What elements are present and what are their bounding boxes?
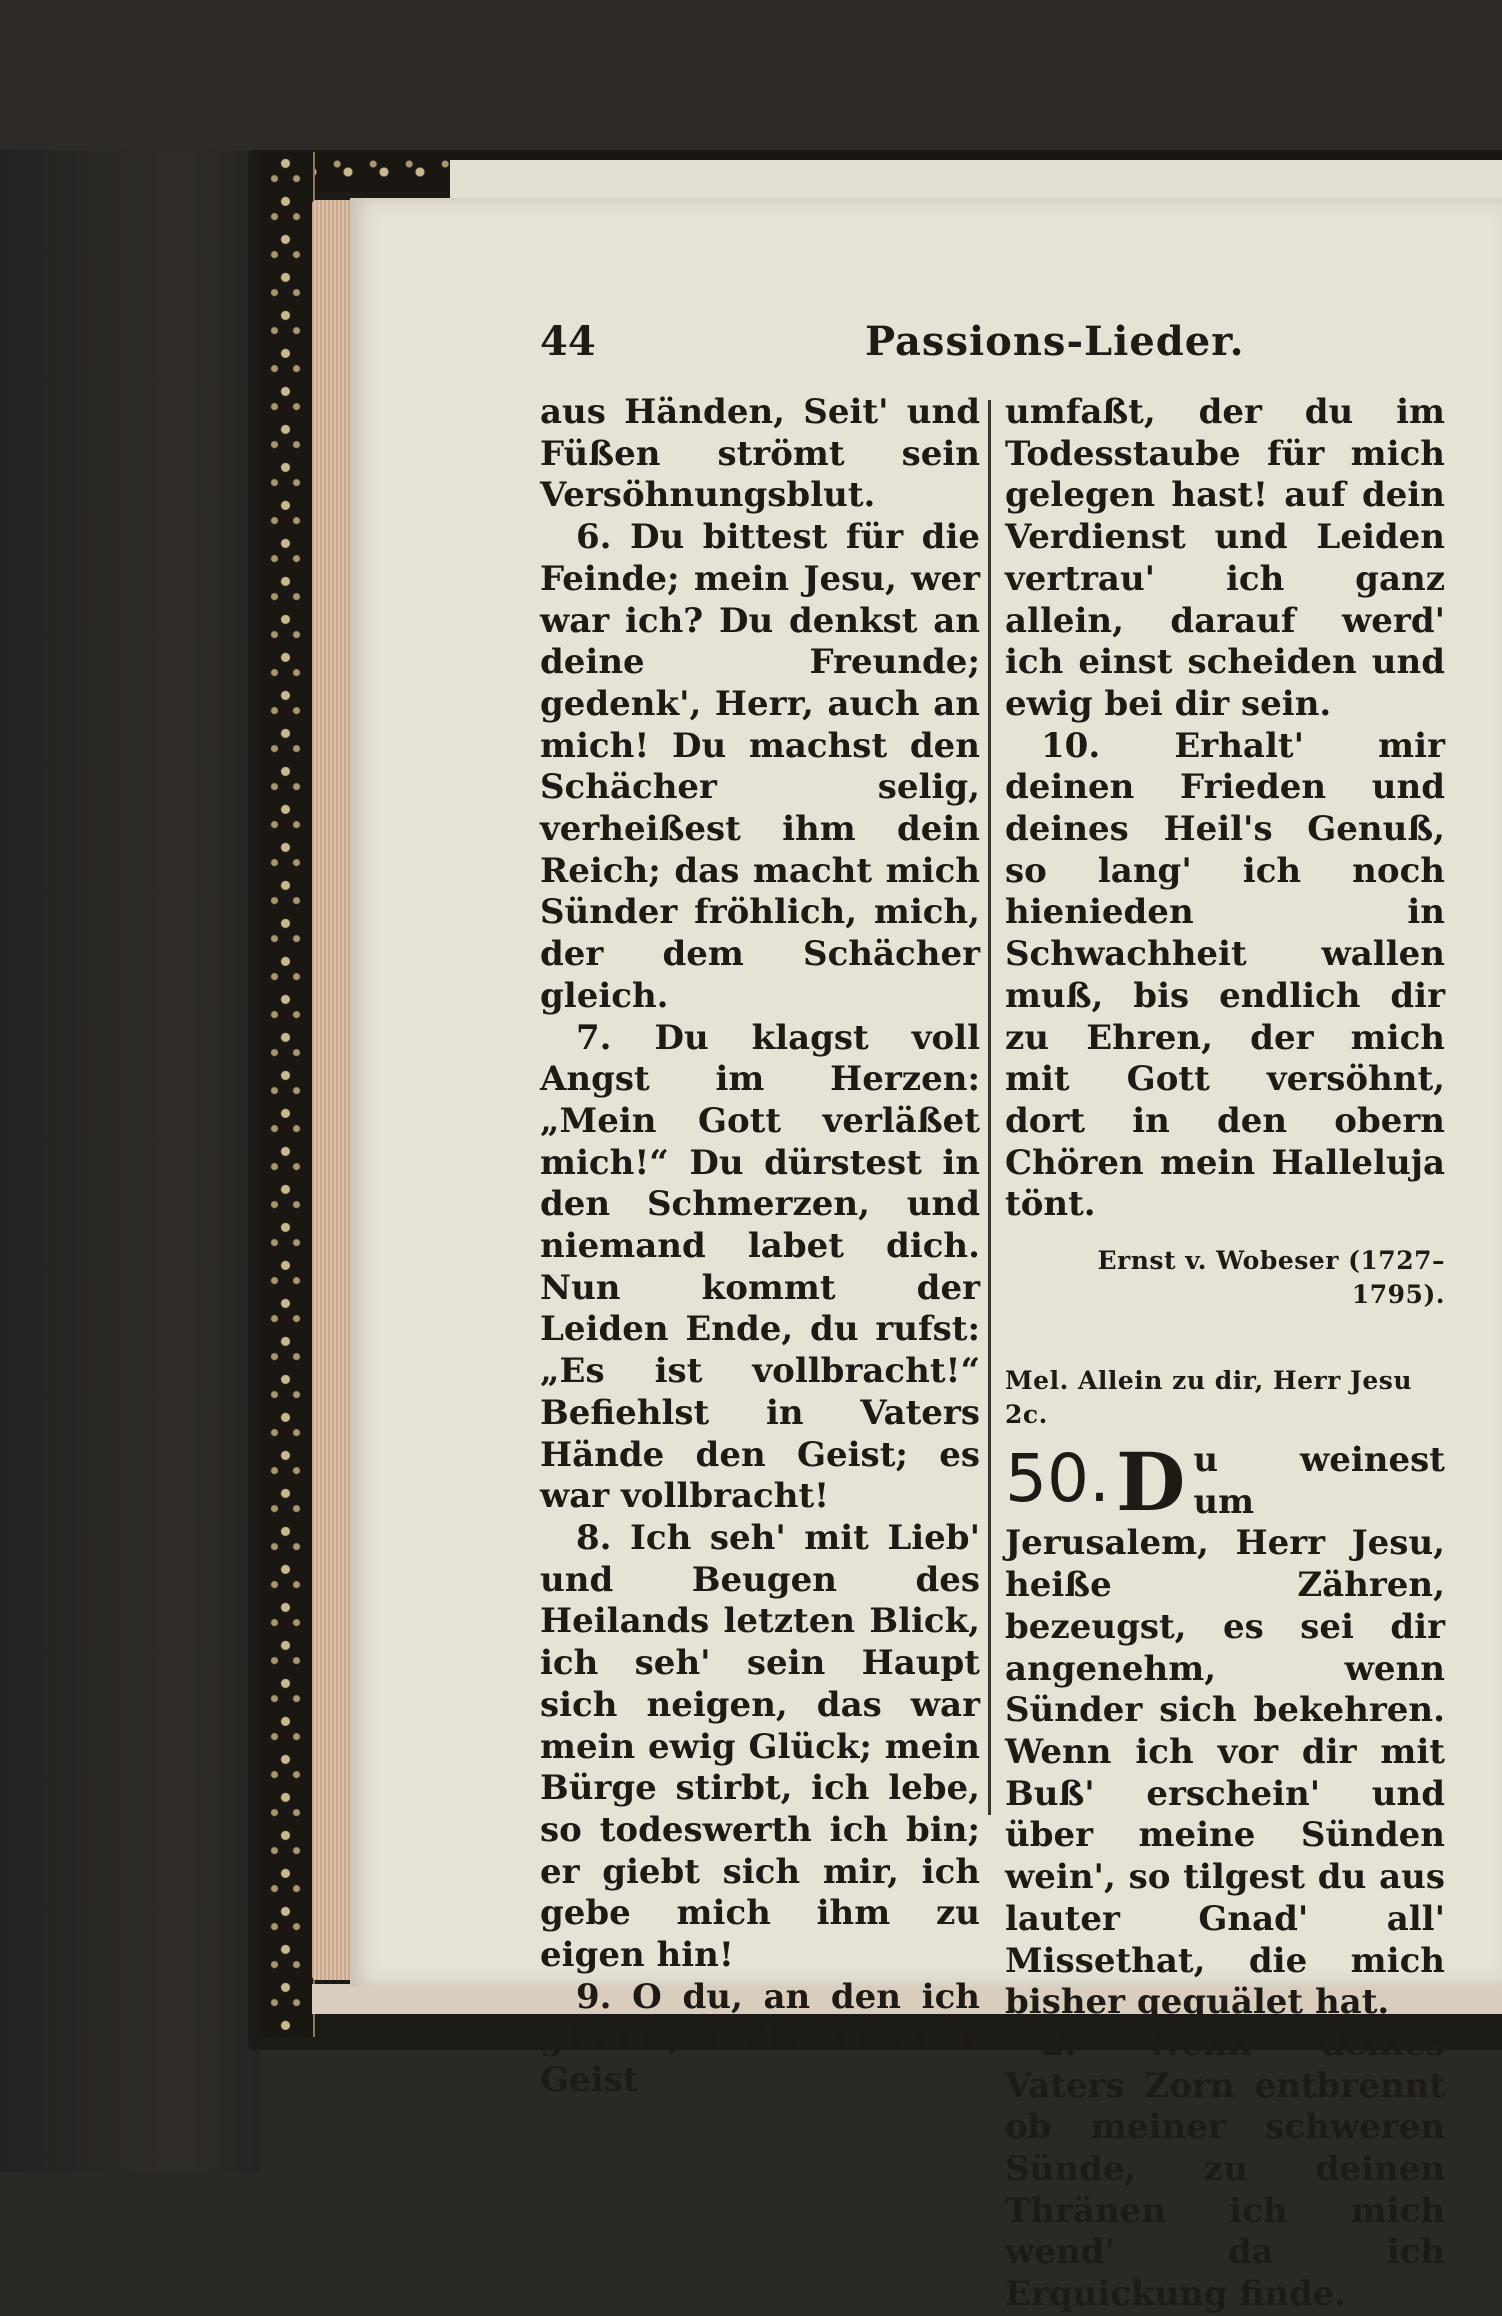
background-left <box>0 0 260 2172</box>
right-column <box>1005 392 1445 2316</box>
verse-7: 7. Du klagst voll Angst im Herzen: „Mein Gott verläßet mich!“ Du dürstest in den Schmerzen, und niemand labet dich. Nun kommt der Leiden Ende, du rufst: „Es ist vollbracht!“ Befiehlst in Vaters Hände den Geist; es war vollbracht! <box>540 1017 980 1517</box>
left-column <box>540 392 980 2102</box>
background-top <box>0 0 1502 150</box>
verse-10: 10. Erhalt' mir deinen Frieden und deines Heil's Genuß, so lang' ich noch hienieden in Schwachheit wallen muß, bis endlich dir zu Ehren, der mich mit Gott versöhnt, dort in den obern Chören mein Halleluja tönt. <box>1005 725 1445 1225</box>
page-number: 44 <box>540 318 596 365</box>
verse-continuation: aus Händen, Seit' und Füßen strömt sein Versöhnungsblut. <box>540 392 980 516</box>
cover-ornament-left <box>258 152 315 2037</box>
page-header <box>540 318 1480 378</box>
hymn-number: 50. <box>1005 1440 1110 1518</box>
verse-8: 8. Ich seh' mit Lieb' und Beugen des Heilands letzten Blick, ich seh' sein Haupt sich neigen, das war mein ewig Glück; mein Bürge stirbt, ich lebe, so todeswerth ich bin; er giebt sich mir, ich gebe mich ihm zu eigen hin! <box>540 1517 980 1976</box>
verse-6: 6. Du bittest für die Feinde; mein Jesu, wer war ich? Du denkst an deine Freunde; gedenk', Herr, auch an mich! Du machst den Schächer selig, verheißest ihm dein Reich; das macht mich Sünder fröhlich, mich, der dem Schächer gleich. <box>540 517 980 1016</box>
running-title: Passions-Lieder. <box>865 318 1245 365</box>
hymn-50-first-verse <box>1005 1435 1445 2024</box>
hymn-50-verse-2: 2. Wenn deines Vaters Zorn entbrennt ob meiner schweren Sünde, zu deinen Thränen ich mich wend' da ich Erquickung finde. <box>1005 2023 1445 2315</box>
melody-line: Mel. Allein zu dir, Herr Jesu 2c. <box>1005 1366 1413 1430</box>
verse-9-continuation: umfaßt, der du im Todesstaube für mich gelegen hast! auf dein Verdienst und Leiden vertrau' ich ganz allein, darauf werd' ich einst scheiden und ewig bei dir sein. <box>1005 392 1445 724</box>
hymn-author: Ernst v. Wobeser (1727–1795). <box>1097 1246 1445 1310</box>
verse-9-start: 9. O du, an den ich glaube, und den mein Geist <box>540 1976 980 2101</box>
column-divider <box>988 400 991 1815</box>
drop-cap: D <box>1115 1435 1186 1530</box>
hymn-text: u weinest um Jerusalem, Herr Jesu, heiße Zähren, bezeugst, es sei dir angenehm, wenn Sünder sich bekehren. Wenn ich vor dir mit Buß' erschein' und über meine Sünden wein', so tilgest du aus lauter Gnad' all' Missethat, die mich bisher gequälet hat. <box>1005 1440 1445 2023</box>
